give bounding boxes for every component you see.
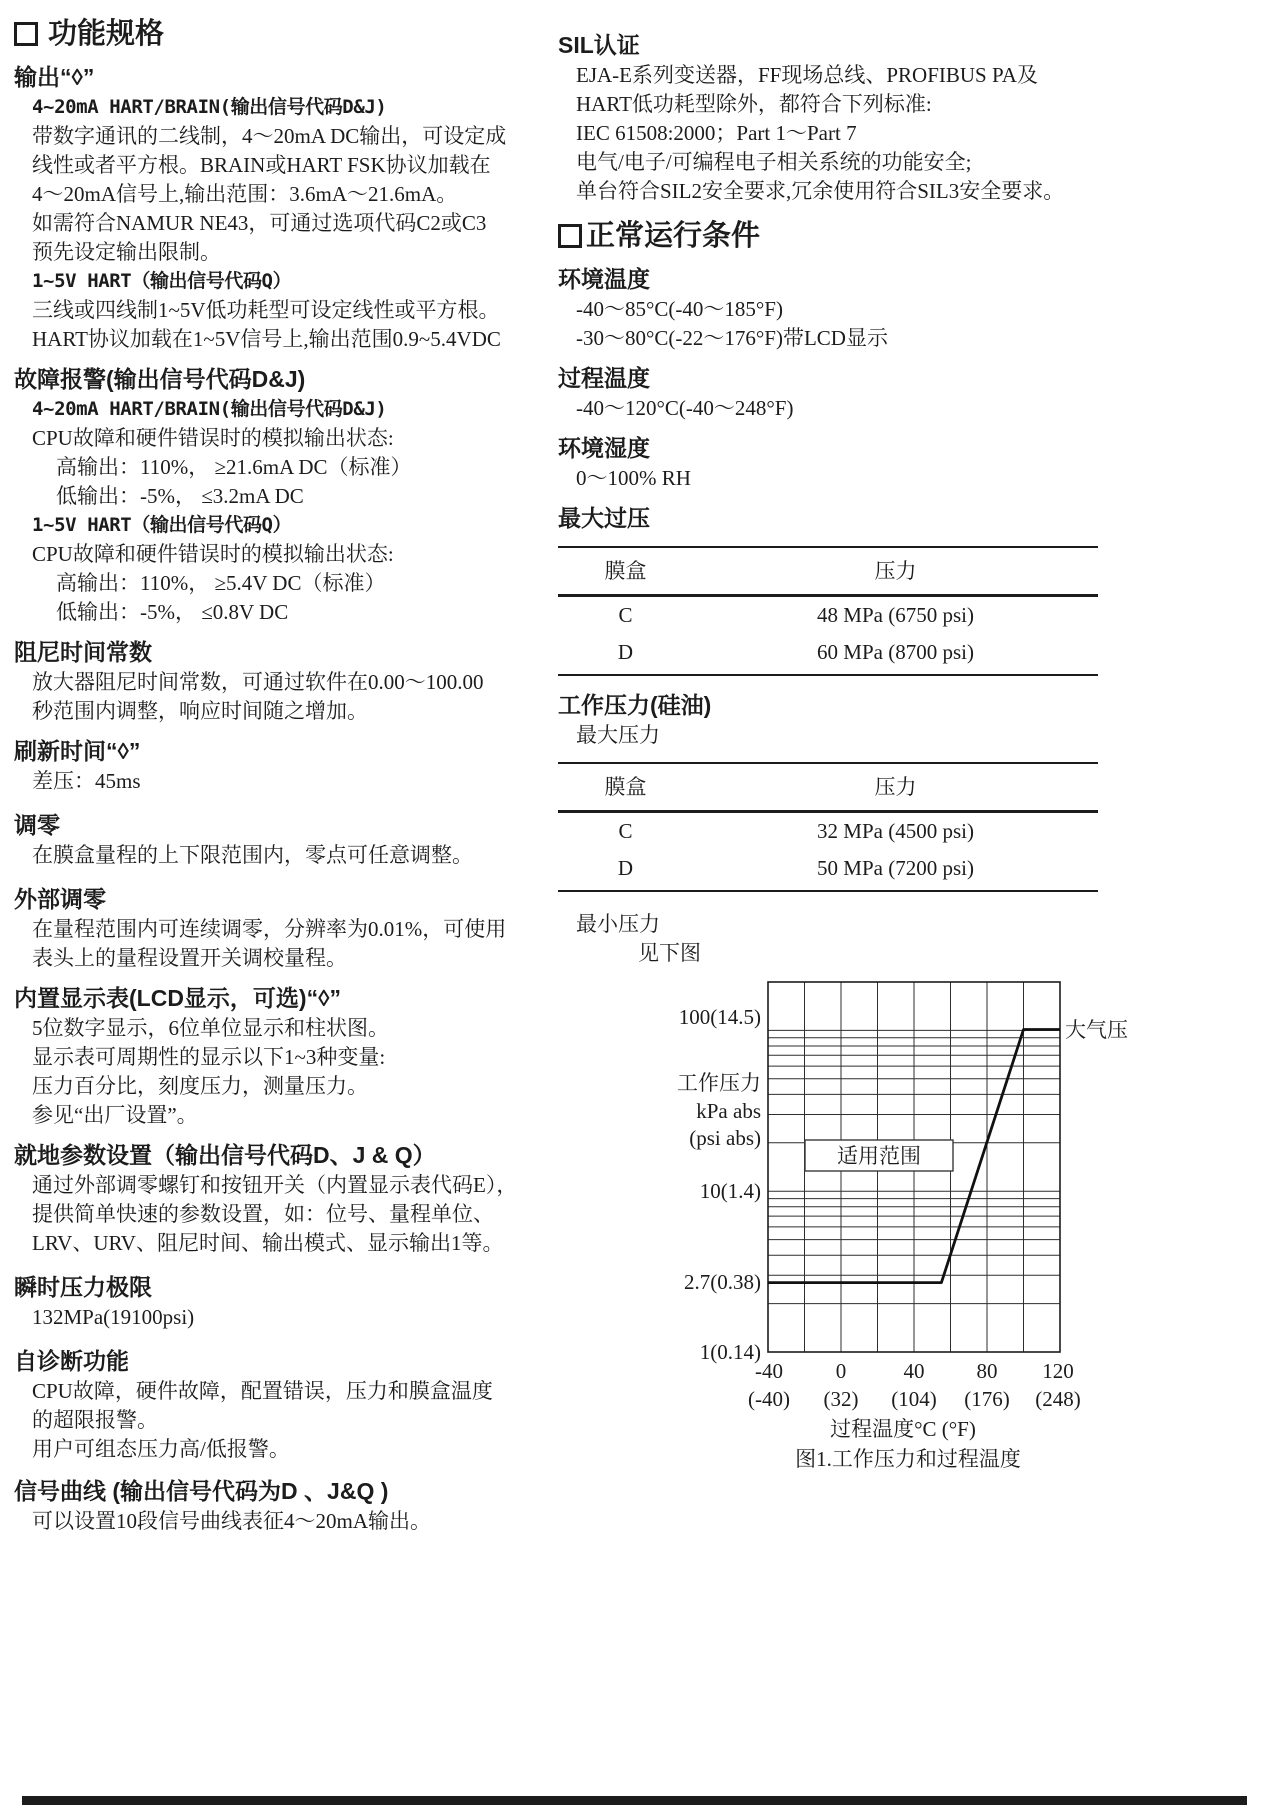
section-title — [558, 216, 1138, 256]
spec-heading — [14, 1346, 548, 1377]
text-line: CPU故障，硬件故障，配置错误，压力和膜盒温度 — [32, 1379, 493, 1403]
spec-subheading — [32, 511, 548, 540]
text-line: 线性或者平方根。BRAIN或HART FSK协议加载在 — [32, 153, 491, 177]
text-line: 高输出：110%， ≥21.6mA DC（标准） — [56, 455, 412, 479]
text-line: 带数字通讯的二线制，4～20mA DC输出，可设定成 — [32, 124, 507, 148]
capsule-cell: C — [618, 819, 633, 843]
spec-paragraph-indent — [56, 569, 548, 627]
spec-paragraph — [576, 721, 1138, 750]
left-column — [14, 14, 548, 1536]
spec-paragraph-deep-indent — [638, 939, 1138, 968]
section-title-text: 正常运行条件 — [586, 220, 761, 252]
spec-paragraph — [32, 1014, 548, 1130]
spec-heading — [558, 690, 1138, 721]
spec-paragraph — [32, 668, 548, 726]
text-line: -30～80°C(-22～176°F)带LCD显示 — [576, 326, 888, 350]
text-line: 外部调零 — [14, 886, 106, 912]
spec-paragraph — [32, 540, 548, 569]
working-pressure-chart — [558, 972, 1138, 1477]
spec-paragraph — [32, 1507, 548, 1536]
x-tick-label-f: (176) — [964, 1387, 1010, 1411]
text-line: 差压：45ms — [32, 769, 141, 793]
text-line: 最小压力 — [576, 912, 660, 936]
figure-caption: 图1.工作压力和过程温度 — [795, 1447, 1021, 1471]
y-axis-label: 工作压力 — [677, 1071, 761, 1095]
spec-paragraph — [32, 915, 548, 973]
text-line: 放大器阻尼时间常数，可通过软件在0.00～100.00 — [32, 670, 484, 694]
spec-heading — [14, 364, 548, 395]
column-header-capsule: 膜盒 — [558, 763, 693, 812]
text-line: 预先设定输出限制。 — [32, 240, 221, 264]
text-line: 显示表可周期性的显示以下1~3种变量: — [32, 1045, 386, 1069]
capsule-cell: C — [618, 603, 633, 627]
right-column-lower — [558, 910, 1138, 968]
x-tick-label: 120 — [1042, 1359, 1074, 1383]
spec-heading — [558, 363, 1138, 394]
spec-heading — [14, 1140, 548, 1171]
text-line: 如需符合NAMUR NE43，可通过选项代码C2或C3 — [32, 211, 487, 235]
text-line: 表头上的量程设置开关调校量程。 — [32, 946, 347, 970]
spec-paragraph — [32, 424, 548, 453]
capsule-cell: D — [558, 850, 693, 891]
text-line: 低输出：-5%， ≤3.2mA DC — [56, 484, 304, 508]
text-line: 用户可组态压力高/低报警。 — [32, 1437, 290, 1461]
table-header-row — [558, 547, 1098, 596]
y-tick-label: 10(1.4) — [699, 1179, 761, 1203]
text-line: 瞬时压力极限 — [14, 1274, 152, 1300]
text-line: 通过外部调零螺钉和按钮开关（内置显示表代码E）， — [32, 1173, 518, 1197]
table-row — [558, 634, 1098, 675]
text-line: 秒范围内调整，响应时间随之增加。 — [32, 699, 368, 723]
spec-heading — [14, 736, 548, 767]
column-header-pressure: 压力 — [693, 763, 1098, 812]
text-line: 工作压力(硅油) — [558, 692, 712, 718]
table-row — [558, 850, 1098, 891]
text-line: HART低功耗型除外，都符合下列标准: — [576, 92, 932, 116]
text-line: 内置显示表(LCD显示，可选)“◊” — [14, 985, 341, 1011]
x-tick-label-f: (104) — [891, 1387, 937, 1411]
y-axis-label: kPa abs — [696, 1099, 761, 1123]
text-line: 5位数字显示，6位单位显示和柱状图。 — [32, 1016, 389, 1040]
section-title-text: 功能规格 — [48, 18, 165, 50]
section-title — [14, 14, 548, 54]
x-tick-label: -40 — [755, 1359, 783, 1383]
atmospheric-pressure-label: 大气压 — [1065, 1018, 1128, 1042]
pressure-cell: 50 MPa (7200 psi) — [693, 850, 1098, 891]
text-line: 阻尼时间常数 — [14, 639, 152, 665]
text-line: 1~5V HART（输出信号代码Q） — [32, 514, 292, 536]
x-axis-label: 过程温度°C (°F) — [830, 1417, 976, 1441]
right-column-middle — [558, 690, 1138, 750]
pressure-cell: 48 MPa (6750 psi) — [817, 603, 974, 627]
right-column-top — [558, 30, 1138, 534]
spec-paragraph — [32, 1377, 548, 1464]
text-line: SIL认证 — [558, 32, 640, 58]
text-line: 见下图 — [638, 941, 701, 965]
text-line: 压力百分比，刻度压力，测量压力。 — [32, 1074, 368, 1098]
text-line: 调零 — [14, 812, 60, 838]
x-tick-label-f: (32) — [823, 1387, 859, 1411]
text-line: 可以设置10段信号曲线表征4～20mA输出。 — [32, 1509, 431, 1533]
y-tick-label: 100(14.5) — [678, 1005, 761, 1029]
text-line: -40～120°C(-40～248°F) — [576, 396, 794, 420]
text-line: 三线或四线制1~5V低功耗型可设定线性或平方根。 — [32, 298, 500, 322]
spec-paragraph — [576, 394, 1138, 423]
spec-heading — [14, 1476, 548, 1507]
text-line: 就地参数设置（输出信号代码D、J & Q） — [14, 1142, 436, 1168]
text-line: 132MPa(19100psi) — [32, 1305, 195, 1329]
text-line: 输出“◊” — [14, 64, 95, 90]
spec-heading — [14, 810, 548, 841]
pressure-cell: 60 MPa (8700 psi) — [693, 634, 1098, 675]
spec-subheading — [32, 267, 548, 296]
text-line: -40～85°C(-40～185°F) — [576, 297, 783, 321]
text-line: 4～20mA信号上,输出范围：3.6mA～21.6mA。 — [32, 182, 458, 206]
spec-paragraph — [32, 1303, 548, 1332]
x-tick-label-f: (-40) — [748, 1387, 790, 1411]
text-line: 最大压力 — [576, 723, 660, 747]
text-line: 单台符合SIL2安全要求,冗余使用符合SIL3安全要求。 — [576, 179, 1065, 203]
text-line: 0～100% RH — [576, 466, 691, 490]
text-line: HART协议加载在1~5V信号上,输出范围0.9~5.4VDC — [32, 327, 501, 351]
column-header-capsule: 膜盒 — [558, 547, 693, 596]
text-line: 提供简单快速的参数设置，如：位号、量程单位、 — [32, 1202, 494, 1226]
y-tick-label: 2.7(0.38) — [684, 1270, 761, 1294]
section-square-icon — [14, 22, 38, 46]
spec-heading — [14, 62, 548, 93]
spec-paragraph — [576, 295, 1138, 353]
spec-paragraph — [576, 61, 1138, 206]
section-square-icon — [558, 224, 582, 248]
spec-paragraph-indent — [56, 453, 548, 511]
spec-paragraph — [32, 841, 548, 870]
text-line: 刷新时间“◊” — [14, 738, 141, 764]
x-tick-label: 80 — [976, 1359, 998, 1383]
text-line: 参见“出厂设置”。 — [32, 1103, 198, 1127]
text-line: EJA-E系列变送器，FF现场总线、PROFIBUS PA及 — [576, 63, 1038, 87]
text-line: 低输出：-5%， ≤0.8V DC — [56, 600, 289, 624]
text-line: 在量程范围内可连续调零，分辨率为0.01%，可使用 — [32, 917, 507, 941]
text-line: 高输出：110%， ≥5.4V DC（标准） — [56, 571, 386, 595]
spec-heading — [558, 264, 1138, 295]
y-axis-label: (psi abs) — [689, 1126, 761, 1150]
text-line: 在膜盒量程的上下限范围内，零点可任意调整。 — [32, 843, 473, 867]
text-line: 信号曲线 (输出信号代码为D 、J&Q ) — [14, 1478, 389, 1504]
text-line: 4~20mA HART/BRAIN(输出信号代码D&J) — [32, 398, 387, 420]
table-row — [558, 596, 1098, 635]
right-column — [558, 30, 1138, 1477]
text-line: CPU故障和硬件错误时的模拟输出状态: — [32, 426, 394, 450]
text-line: 环境温度 — [558, 266, 650, 292]
text-line: 故障报警(输出信号代码D&J) — [14, 366, 306, 392]
spec-heading — [14, 884, 548, 915]
working-pressure-table — [558, 762, 1098, 892]
capsule-cell: D — [558, 634, 693, 675]
table-header-row — [558, 763, 1098, 812]
spec-paragraph — [576, 910, 1138, 939]
text-line: 环境湿度 — [558, 435, 650, 461]
spec-subheading — [32, 395, 548, 424]
text-line: 自诊断功能 — [14, 1348, 129, 1374]
x-tick-label-f: (248) — [1035, 1387, 1081, 1411]
text-line: 的超限报警。 — [32, 1408, 158, 1432]
x-tick-label: 0 — [835, 1359, 847, 1383]
spec-heading — [14, 1272, 548, 1303]
text-line: LRV、URV、阻尼时间、输出模式、显示输出1等。 — [32, 1231, 504, 1255]
x-tick-label: 40 — [903, 1359, 925, 1383]
text-line: 过程温度 — [558, 365, 650, 391]
spec-subheading — [32, 93, 548, 122]
text-line: 1~5V HART（输出信号代码Q） — [32, 270, 292, 292]
spec-heading — [14, 983, 548, 1014]
footer-rule — [22, 1796, 1247, 1805]
spec-paragraph — [32, 296, 548, 354]
column-header-pressure: 压力 — [693, 547, 1098, 596]
y-tick-label: 1(0.14) — [699, 1340, 761, 1364]
max-overpressure-table — [558, 546, 1098, 676]
text-line: 4~20mA HART/BRAIN(输出信号代码D&J) — [32, 96, 387, 118]
spec-paragraph — [576, 464, 1138, 493]
spec-heading — [14, 637, 548, 668]
spec-paragraph — [32, 122, 548, 267]
spec-paragraph — [32, 767, 548, 796]
spec-paragraph — [32, 1171, 548, 1258]
applicable-range-label: 适用范围 — [837, 1144, 921, 1168]
spec-heading — [558, 30, 1138, 61]
text-line: 电气/电子/可编程电子相关系统的功能安全; — [576, 150, 972, 174]
text-line: CPU故障和硬件错误时的模拟输出状态: — [32, 542, 394, 566]
table-row — [558, 812, 1098, 851]
text-line: 最大过压 — [558, 505, 650, 531]
spec-heading — [558, 503, 1138, 534]
pressure-cell: 32 MPa (4500 psi) — [817, 819, 974, 843]
spec-heading — [558, 433, 1138, 464]
text-line: IEC 61508:2000；Part 1～Part 7 — [576, 121, 857, 145]
